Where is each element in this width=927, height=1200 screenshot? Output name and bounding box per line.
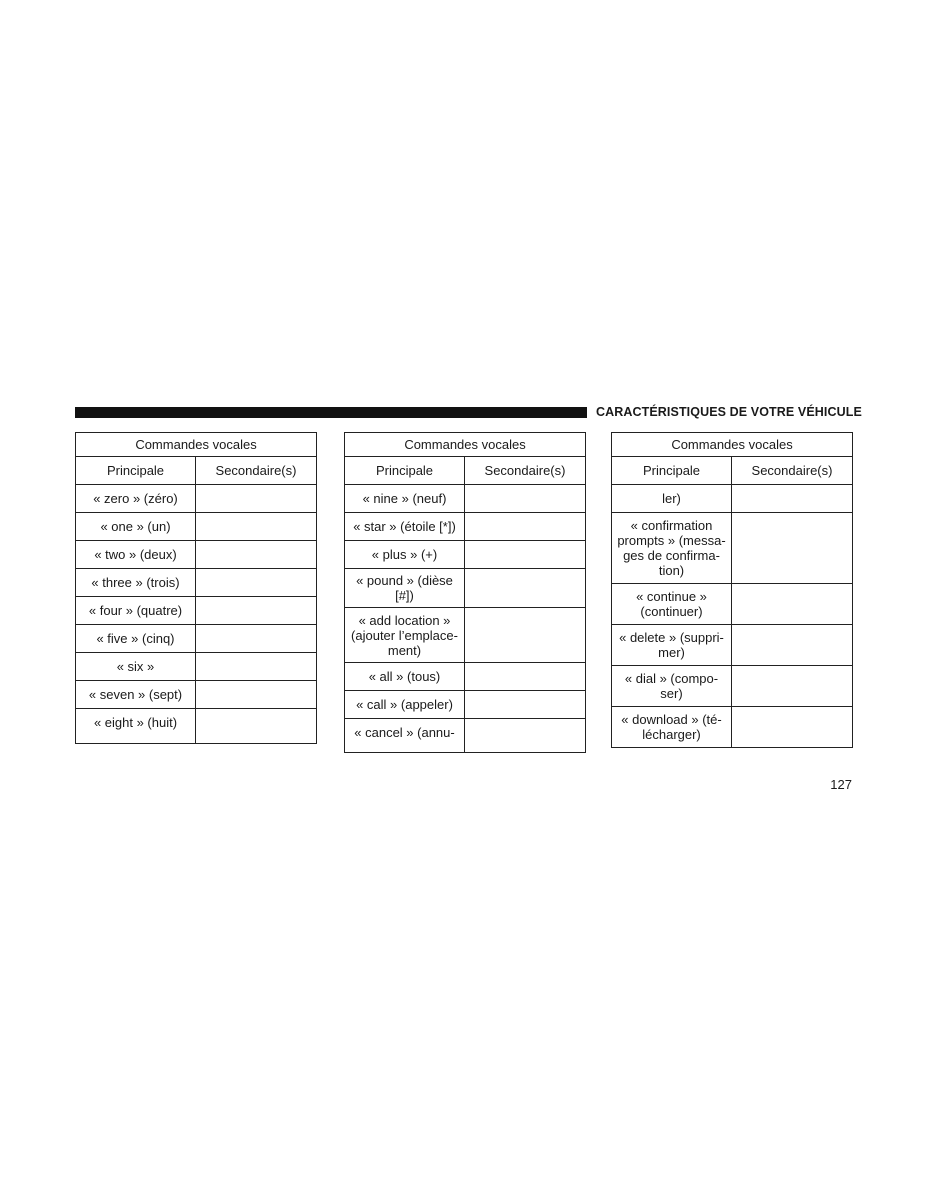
primary-command: « delete » (suppri-mer) bbox=[612, 625, 732, 666]
primary-command: « three » (trois) bbox=[76, 569, 196, 597]
secondary-command bbox=[196, 485, 317, 513]
table-row bbox=[76, 709, 317, 744]
secondary-command bbox=[732, 513, 853, 584]
secondary-command bbox=[732, 707, 853, 748]
primary-command: « six » bbox=[76, 653, 196, 681]
group-header: Commandes vocales bbox=[76, 433, 317, 457]
secondary-command bbox=[196, 597, 317, 625]
voice-commands-table-3 bbox=[611, 432, 853, 748]
secondary-command bbox=[465, 569, 586, 608]
table-row bbox=[612, 625, 853, 666]
secondary-command bbox=[465, 719, 586, 753]
column-header-secondary: Secondaire(s) bbox=[732, 457, 853, 485]
table-row bbox=[612, 666, 853, 707]
page-number: 127 bbox=[830, 777, 852, 792]
group-header: Commandes vocales bbox=[345, 433, 586, 457]
secondary-command bbox=[465, 541, 586, 569]
primary-command: « one » (un) bbox=[76, 513, 196, 541]
secondary-command bbox=[196, 625, 317, 653]
primary-command: « pound » (dièse [#]) bbox=[345, 569, 465, 608]
table-row bbox=[76, 485, 317, 513]
table-row bbox=[612, 513, 853, 584]
primary-command: « four » (quatre) bbox=[76, 597, 196, 625]
table-row bbox=[612, 584, 853, 625]
table-row bbox=[345, 691, 586, 719]
secondary-command bbox=[732, 666, 853, 707]
table-row bbox=[345, 541, 586, 569]
table-row bbox=[76, 625, 317, 653]
voice-commands-table-2 bbox=[344, 432, 586, 753]
primary-command: « nine » (neuf) bbox=[345, 485, 465, 513]
table-row bbox=[76, 597, 317, 625]
table-row bbox=[345, 663, 586, 691]
primary-command: « dial » (compo-ser) bbox=[612, 666, 732, 707]
secondary-command bbox=[196, 709, 317, 744]
primary-command: « two » (deux) bbox=[76, 541, 196, 569]
column-header-primary: Principale bbox=[76, 457, 196, 485]
table-row bbox=[345, 608, 586, 663]
primary-command: « five » (cinq) bbox=[76, 625, 196, 653]
voice-commands-table-1 bbox=[75, 432, 317, 744]
primary-command: « confirmation prompts » (messa-ges de confirma-tion) bbox=[612, 513, 732, 584]
table-row bbox=[76, 653, 317, 681]
primary-command: « call » (appeler) bbox=[345, 691, 465, 719]
primary-command: « star » (étoile [*]) bbox=[345, 513, 465, 541]
primary-command: « download » (té-lécharger) bbox=[612, 707, 732, 748]
primary-command: « cancel » (annu- bbox=[345, 719, 465, 753]
secondary-command bbox=[732, 485, 853, 513]
secondary-command bbox=[196, 653, 317, 681]
table-row bbox=[345, 569, 586, 608]
secondary-command bbox=[465, 513, 586, 541]
primary-command: « all » (tous) bbox=[345, 663, 465, 691]
secondary-command bbox=[465, 608, 586, 663]
table-row bbox=[345, 485, 586, 513]
column-header-secondary: Secondaire(s) bbox=[196, 457, 317, 485]
table-row bbox=[345, 513, 586, 541]
secondary-command bbox=[465, 485, 586, 513]
primary-command: ler) bbox=[612, 485, 732, 513]
column-header-primary: Principale bbox=[345, 457, 465, 485]
table-row bbox=[76, 681, 317, 709]
secondary-command bbox=[732, 584, 853, 625]
primary-command: « eight » (huit) bbox=[76, 709, 196, 744]
secondary-command bbox=[196, 513, 317, 541]
table-row bbox=[345, 719, 586, 753]
primary-command: « add location » (ajouter l’emplace-ment) bbox=[345, 608, 465, 663]
secondary-command bbox=[196, 541, 317, 569]
table-row bbox=[76, 513, 317, 541]
secondary-command bbox=[465, 663, 586, 691]
column-header-secondary: Secondaire(s) bbox=[465, 457, 586, 485]
table-row bbox=[612, 485, 853, 513]
table-row bbox=[76, 541, 317, 569]
secondary-command bbox=[732, 625, 853, 666]
secondary-command bbox=[196, 569, 317, 597]
primary-command: « zero » (zéro) bbox=[76, 485, 196, 513]
secondary-command bbox=[196, 681, 317, 709]
primary-command: « continue » (continuer) bbox=[612, 584, 732, 625]
primary-command: « seven » (sept) bbox=[76, 681, 196, 709]
header-rule bbox=[75, 407, 587, 418]
primary-command: « plus » (+) bbox=[345, 541, 465, 569]
column-header-primary: Principale bbox=[612, 457, 732, 485]
secondary-command bbox=[465, 691, 586, 719]
table-row bbox=[76, 569, 317, 597]
section-title: CARACTÉRISTIQUES DE VOTRE VÉHICULE bbox=[596, 405, 862, 419]
table-row bbox=[612, 707, 853, 748]
group-header: Commandes vocales bbox=[612, 433, 853, 457]
